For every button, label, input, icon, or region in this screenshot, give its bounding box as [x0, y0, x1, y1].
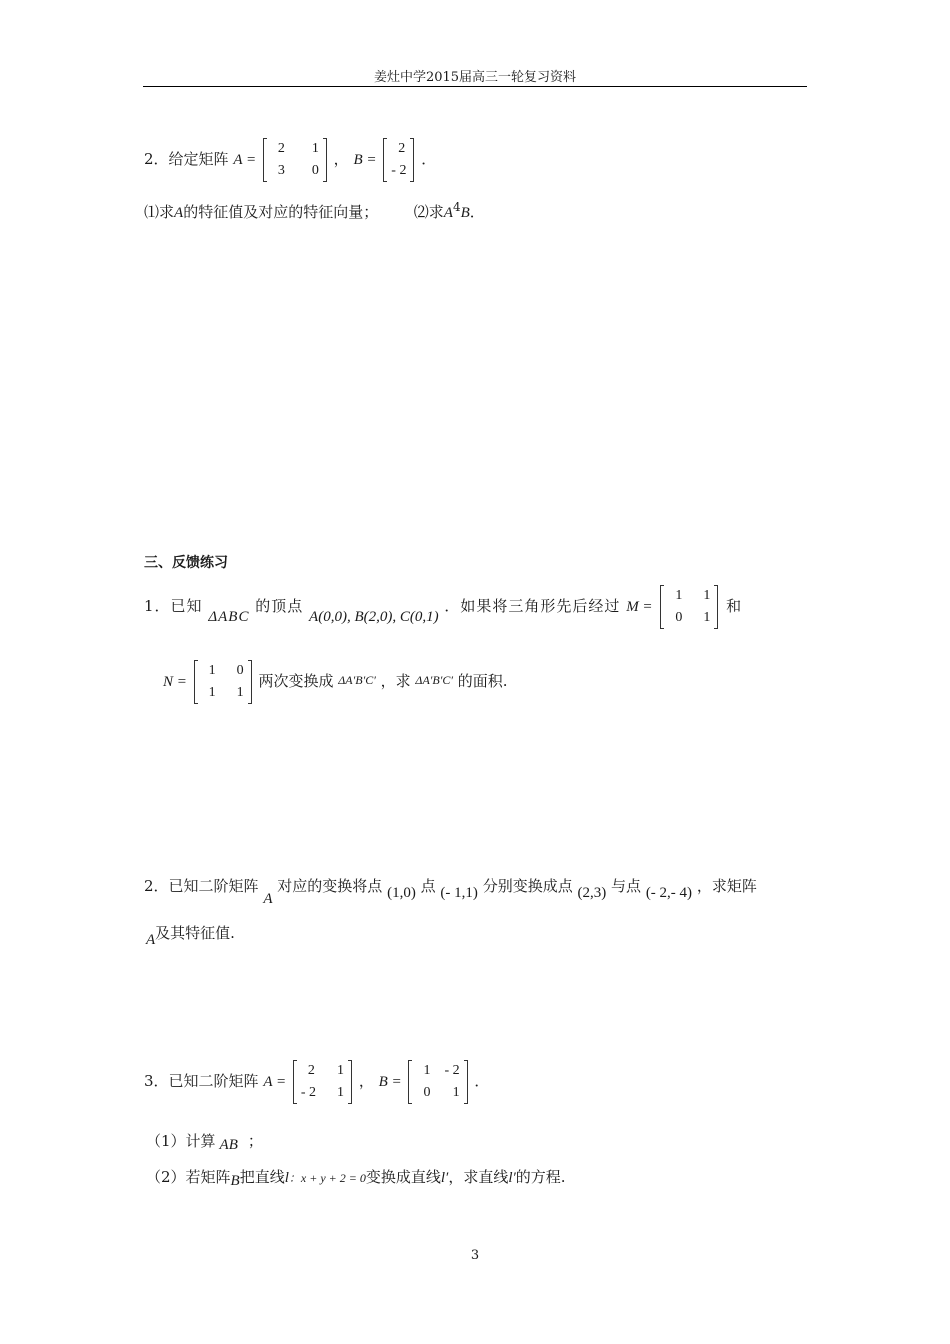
q2-part2-sup: 4	[452, 200, 461, 214]
f1-text2: ．如果将三角形先后经过	[444, 597, 621, 615]
f3-part1	[146, 1130, 263, 1151]
matrix-cell: 2	[398, 141, 406, 156]
matrix-cell: - 2	[391, 163, 407, 178]
f1-matrix-m	[660, 585, 718, 629]
f3-part1-end: ；	[247, 1132, 263, 1150]
page-number: 3	[470, 1248, 480, 1263]
f3-part2-prefix: （2）若矩阵	[146, 1168, 231, 1186]
matrix-cell: 1	[311, 141, 319, 156]
f3-part2	[146, 1166, 566, 1187]
f2-text5: ，求矩阵	[696, 877, 757, 895]
q2-matrix-a	[263, 138, 327, 182]
f1-triangle-image-2: ΔA′B′C′	[415, 673, 454, 687]
q2-number: 2．给定矩阵	[144, 150, 229, 168]
header-rule	[143, 86, 807, 87]
f3-line-l-prime: l′	[440, 1170, 449, 1186]
q2-statement	[144, 138, 436, 182]
f1-text5: ，求	[380, 672, 411, 690]
f3-matrix-b-label: B =	[378, 1074, 402, 1090]
f3-part2-text: 把直线	[239, 1168, 285, 1186]
matrix-cell: 0	[675, 610, 683, 625]
f2-text2: 点	[420, 877, 436, 895]
q2-end: ．	[421, 150, 437, 168]
matrix-cell: 2	[307, 1063, 315, 1078]
f3-comma: ，	[358, 1072, 374, 1090]
q2-parts	[144, 200, 485, 222]
q2-part2-end: ．	[469, 203, 485, 221]
f2-matrix-a-2: A	[146, 932, 156, 948]
f3-line-equation: ：x + y + 2 = 0	[288, 1171, 366, 1185]
matrix-cell: 3	[277, 163, 285, 178]
f2-text3: 分别变换成点	[482, 877, 573, 895]
f2-text6: 及其特征值.	[155, 924, 235, 942]
f2-line1	[144, 875, 757, 907]
f2-line2	[146, 922, 235, 948]
f2-matrix-a: A	[263, 891, 273, 907]
f1-matrix-n	[194, 660, 252, 704]
f1-number: 1．已知	[144, 597, 203, 615]
q2-matrix-a-label: A =	[233, 152, 257, 168]
f3-line-l-prime-2: l′	[508, 1170, 516, 1186]
matrix-cell: 1	[236, 685, 244, 700]
f3-part1-expr: AB	[219, 1137, 238, 1153]
f2-text4: 与点	[611, 877, 642, 895]
f2-point1: (1,0)	[387, 885, 416, 901]
matrix-cell: - 2	[300, 1085, 317, 1100]
f1-text6: 的面积.	[457, 672, 508, 690]
matrix-cell: 1	[452, 1085, 460, 1100]
q2-part1-text: 的特征值及对应的特征向量；	[183, 203, 379, 221]
f1-triangle-image: ΔA′B′C′	[338, 673, 376, 687]
f3-matrix-a-label: A =	[263, 1074, 287, 1090]
f3-number: 3．已知二阶矩阵	[144, 1072, 259, 1090]
matrix-cell: 1	[423, 1063, 431, 1078]
f1-line2	[163, 660, 508, 704]
matrix-cell: 1	[337, 1063, 345, 1078]
matrix-cell: 1	[208, 685, 216, 700]
matrix-cell: 0	[311, 163, 319, 178]
f2-point3: (2,3)	[577, 885, 607, 901]
f2-text1: 对应的变换将点	[277, 877, 383, 895]
q2-comma: ，	[333, 150, 349, 168]
f2-point4: (- 2,- 4)	[645, 885, 693, 901]
f3-part2-matrix: B	[230, 1173, 240, 1189]
matrix-cell: 1	[675, 588, 683, 603]
f2-number: 2．已知二阶矩阵	[144, 877, 259, 895]
section-title: 三、反馈练习	[144, 555, 228, 571]
f3-part2-text3: ，求直线	[448, 1168, 509, 1186]
matrix-cell: 1	[703, 610, 711, 625]
f3-matrix-b	[408, 1060, 467, 1104]
matrix-cell: 0	[236, 663, 244, 678]
f3-part2-text2: 变换成直线	[365, 1168, 441, 1186]
f1-line1	[144, 585, 742, 629]
q2-part1-var: A	[174, 205, 184, 221]
page-header-title: 姜灶中学2015届高三一轮复习资料	[373, 70, 577, 85]
q2-part2-prefix: ⑵求	[413, 203, 444, 221]
matrix-cell: 1	[703, 588, 711, 603]
matrix-cell: 2	[277, 141, 285, 156]
f2-point2: (- 1,1)	[440, 885, 478, 901]
q2-part2-expr: A	[443, 205, 453, 221]
f1-matrix-n-label: N =	[163, 674, 187, 690]
f1-text1: 的顶点	[255, 597, 304, 615]
matrix-cell: 1	[208, 663, 216, 678]
f1-text3: 和	[726, 597, 743, 615]
q2-part1-prefix: ⑴求	[144, 203, 175, 221]
q2-part2-b: B	[460, 205, 470, 221]
f3-matrix-a	[293, 1060, 352, 1104]
f1-text4: 两次变换成	[258, 672, 334, 690]
matrix-cell: 0	[423, 1085, 431, 1100]
matrix-cell: - 2	[444, 1063, 460, 1078]
matrix-cell: 1	[337, 1085, 345, 1100]
f3-end: ．	[474, 1072, 490, 1090]
f3-line1	[144, 1060, 489, 1104]
f3-part2-text4: 的方程.	[515, 1168, 566, 1186]
f1-matrix-m-label: M =	[626, 599, 653, 615]
f3-part1-prefix: （1）计算	[146, 1132, 216, 1150]
f1-points: A(0,0), B(2,0), C(0,1)	[309, 609, 439, 625]
q2-matrix-b-label: B =	[353, 152, 377, 168]
f3-line-l: l	[284, 1170, 289, 1186]
q2-matrix-b	[383, 138, 414, 182]
f1-triangle: ΔABC	[208, 609, 250, 625]
